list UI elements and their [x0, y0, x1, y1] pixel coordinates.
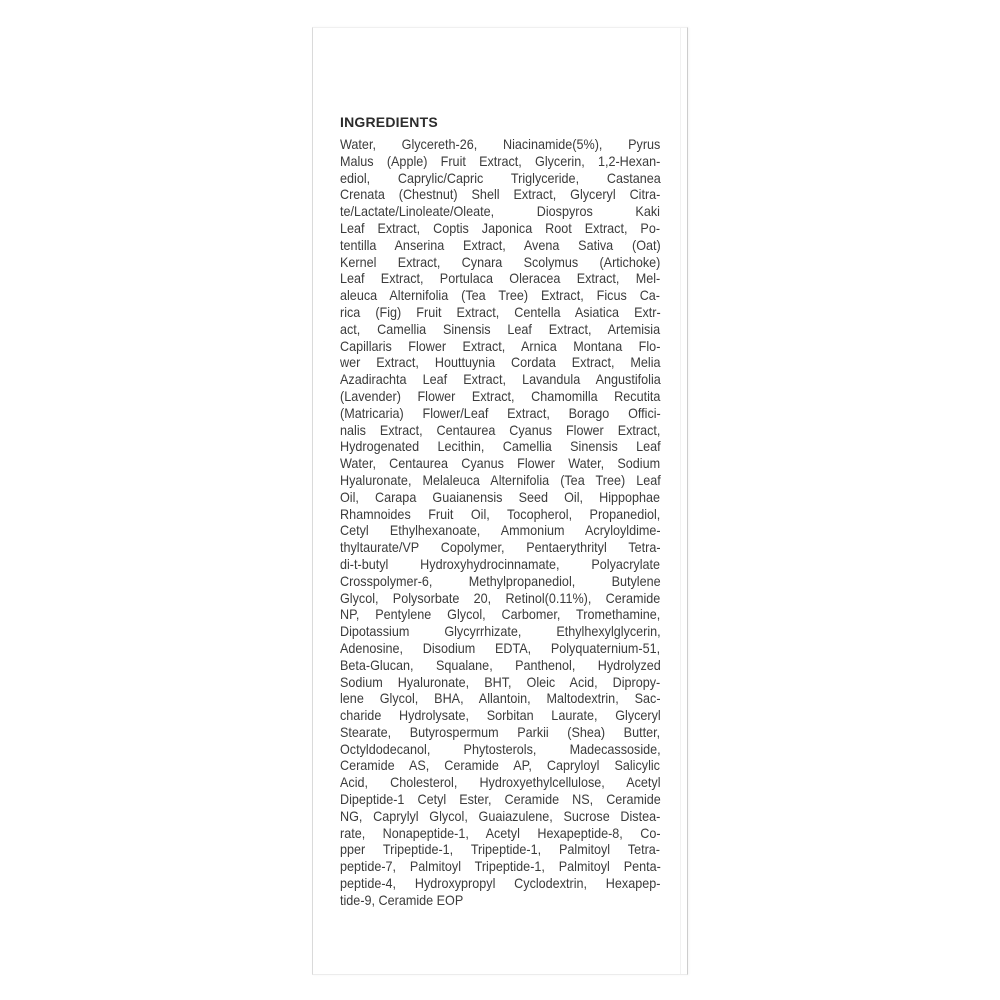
ingredient-line-text: Leaf Extract, Portulaca Oleracea Extract, Mel- [340, 270, 661, 287]
ingredient-line [340, 287, 660, 304]
ingredient-line [340, 422, 660, 439]
ingredient-line-text: tentilla Anserina Extract, Avena Sativa (Oat) [340, 236, 661, 253]
ingredient-line-text: thyltaurate/VP Copolymer, Pentaerythrityl Tetra- [340, 539, 661, 556]
ingredient-line-text: peptide-4, Hydroxypropyl Cyclodextrin, Hexapep- [340, 875, 661, 892]
ingredient-line-text: Ceramide AS, Ceramide AP, Capryloyl Salicylic [340, 757, 660, 774]
ingredient-line-text: (Lavender) Flower Extract, Chamomilla Recutita [340, 387, 661, 404]
ingredient-line-text: NG, Caprylyl Glycol, Guaiazulene, Sucrose Distea- [340, 807, 661, 824]
ingredient-line [340, 170, 660, 187]
ingredient-line-text: Rhamnoides Fruit Oil, Tocopherol, Propanediol, [340, 505, 661, 522]
ingredient-line [340, 203, 660, 220]
ingredient-line [340, 573, 660, 590]
ingredient-line-text: lene Glycol, BHA, Allantoin, Maltodextrin, Sac- [340, 690, 661, 707]
ingredient-line-text: Kernel Extract, Cynara Scolymus (Artichoke) [340, 253, 661, 270]
ingredient-line-text: pper Tripeptide-1, Tripeptide-1, Palmitoyl Tetra- [340, 841, 660, 858]
ingredient-line [340, 707, 660, 724]
ingredient-line-text: NP, Pentylene Glycol, Carbomer, Tromethamine, [340, 606, 661, 623]
ingredient-line [340, 774, 660, 791]
ingredient-line [340, 825, 660, 842]
ingredient-line-text: rate, Nonapeptide-1, Acetyl Hexapeptide-8, Co- [340, 824, 661, 841]
ingredient-line [340, 539, 660, 556]
ingredient-line-text: peptide-7, Palmitoyl Tripeptide-1, Palmitoyl Penta- [340, 858, 661, 875]
ingredient-line-text: wer Extract, Houttuynia Cordata Extract, Melia [340, 354, 661, 371]
ingredient-line [340, 220, 660, 237]
ingredient-line-text: aleuca Alternifolia (Tea Tree) Extract, Ficus Ca- [340, 287, 661, 304]
ingredient-line [340, 657, 660, 674]
ingredient-line-text: di-t-butyl Hydroxyhydrocinnamate, Polyacrylate [340, 555, 661, 572]
ingredient-line [340, 808, 660, 825]
ingredient-line [340, 338, 660, 355]
ingredient-line-text: act, Camellia Sinensis Leaf Extract, Artemisia [340, 320, 661, 337]
ingredient-line [340, 623, 660, 640]
ingredient-line-text: charide Hydrolysate, Sorbitan Laurate, Glyceryl [340, 707, 661, 724]
ingredient-line [340, 690, 660, 707]
ingredient-line [340, 438, 660, 455]
ingredient-line [340, 724, 660, 741]
ingredient-line-text: Oil, Carapa Guaianensis Seed Oil, Hippophae [340, 488, 661, 505]
ingredient-line-text: Hydrogenated Lecithin, Camellia Sinensis Leaf [340, 438, 661, 455]
ingredient-line-text: Cetyl Ethylhexanoate, Ammonium Acryloyldime- [340, 522, 661, 539]
ingredient-line-text: Malus (Apple) Fruit Extract, Glycerin, 1,2-Hexan- [340, 152, 661, 169]
ingredient-line [340, 186, 660, 203]
ingredient-line-text: Crosspolymer-6, Methylpropanediol, Butylene [340, 572, 661, 589]
ingredient-line [340, 791, 660, 808]
ingredient-line-text: (Matricaria) Flower/Leaf Extract, Borago Offici- [340, 404, 661, 421]
ingredients-list [340, 136, 660, 909]
ingredient-line [340, 489, 660, 506]
packaging-side-panel [312, 27, 688, 975]
ingredient-line [340, 455, 660, 472]
ingredient-line-text: Hyaluronate, Melaleuca Alternifolia (Tea Tree) Leaf [340, 471, 661, 488]
ingredient-line-text: te/Lactate/Linoleate/Oleate, Diospyros Kaki [340, 203, 660, 220]
ingredient-line-text: Water, Centaurea Cyanus Flower Water, Sodium [340, 455, 661, 472]
ingredient-line [340, 304, 660, 321]
ingredient-line-text: Capillaris Flower Extract, Arnica Montana Flo- [340, 337, 661, 354]
ingredient-line [340, 153, 660, 170]
ingredient-line [340, 875, 660, 892]
ingredient-line [340, 522, 660, 539]
ingredient-line-text: Beta-Glucan, Squalane, Panthenol, Hydrolyzed [340, 656, 661, 673]
ingredient-line [340, 354, 660, 371]
ingredient-line-text: Glycol, Polysorbate 20, Retinol(0.11%), Ceramide [340, 589, 661, 606]
ingredient-line-text: Crenata (Chestnut) Shell Extract, Glyceryl Citra- [340, 186, 661, 203]
ingredient-line [340, 674, 660, 691]
ingredient-line-text: Water, Glycereth-26, Niacinamide(5%), Pyrus [340, 136, 661, 152]
ingredient-line-text: Dipeptide-1 Cetyl Ester, Ceramide NS, Ceramide [340, 791, 661, 808]
ingredient-line-text: ediol, Caprylic/Capric Triglyceride, Castanea [340, 169, 661, 186]
ingredient-line [340, 757, 660, 774]
ingredient-line [340, 388, 660, 405]
ingredient-line-text: Sodium Hyaluronate, BHT, Oleic Acid, Dipropy- [340, 673, 661, 690]
ingredient-line [340, 590, 660, 607]
ingredient-line-text: Adenosine, Disodium EDTA, Polyquaternium-51, [340, 639, 661, 656]
ingredient-line [340, 606, 660, 623]
ingredient-line-text: Azadirachta Leaf Extract, Lavandula Angustifolia [340, 371, 661, 388]
ingredients-heading: INGREDIENTS [340, 114, 438, 130]
ingredient-line-text: Acid, Cholesterol, Hydroxyethylcellulose, Acetyl [340, 774, 661, 791]
ingredient-line [340, 254, 660, 271]
ingredient-line-text: Stearate, Butyrospermum Parkii (Shea) Butter, [340, 723, 661, 740]
ingredient-line [340, 741, 660, 758]
ingredient-line [340, 556, 660, 573]
ingredient-line [340, 371, 660, 388]
panel-fold-line [680, 28, 681, 974]
ingredient-line [340, 472, 660, 489]
ingredient-line [340, 136, 660, 153]
ingredient-line-text: nalis Extract, Centaurea Cyanus Flower Extract, [340, 421, 661, 438]
ingredient-line-text: rica (Fig) Fruit Extract, Centella Asiatica Extr- [340, 303, 661, 320]
ingredient-line-text: Dipotassium Glycyrrhizate, Ethylhexylglycerin, [340, 623, 661, 640]
ingredient-line [340, 270, 660, 287]
ingredient-line [340, 841, 660, 858]
ingredient-line [340, 640, 660, 657]
ingredient-line [340, 892, 660, 909]
ingredient-line [340, 237, 660, 254]
ingredient-line [340, 321, 660, 338]
ingredient-line-text: Leaf Extract, Coptis Japonica Root Extract, Po- [340, 219, 661, 236]
ingredient-line [340, 405, 660, 422]
ingredient-line-text: Octyldodecanol, Phytosterols, Madecassoside, [340, 740, 661, 757]
ingredient-line-text: tide-9, Ceramide EOP [340, 891, 464, 908]
ingredient-line [340, 858, 660, 875]
ingredient-line [340, 506, 660, 523]
